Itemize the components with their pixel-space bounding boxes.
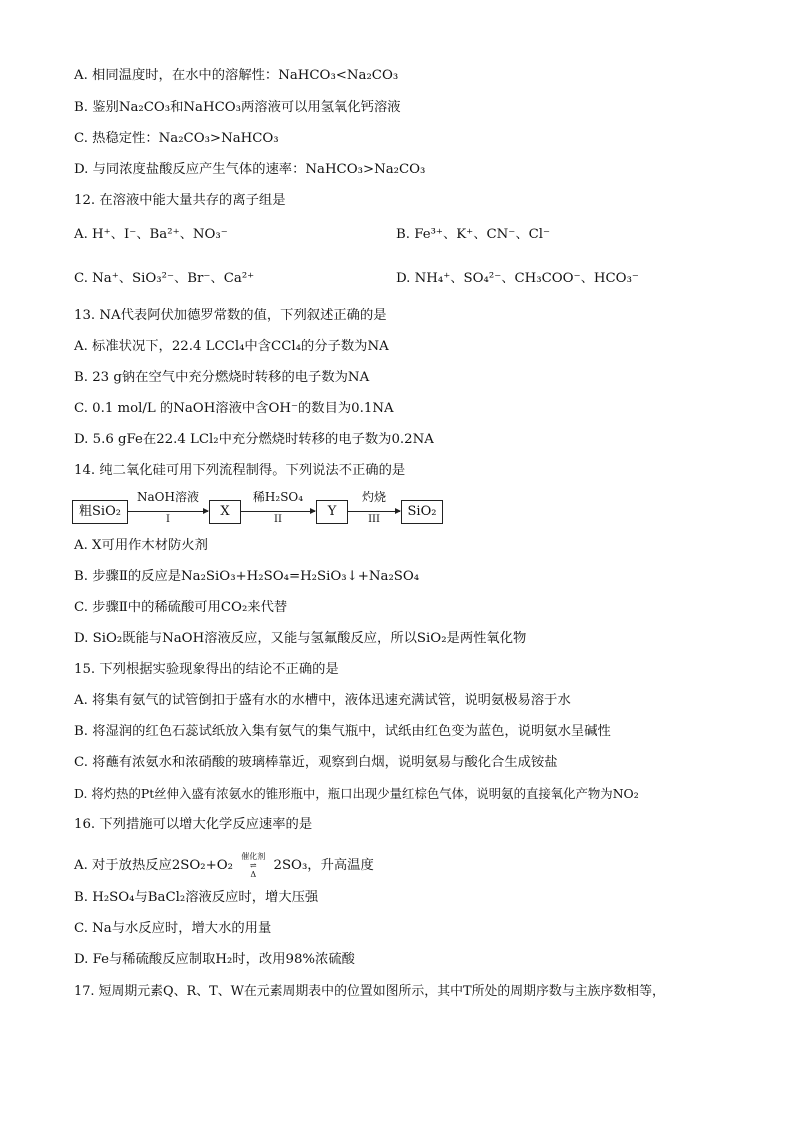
q12-option-a: A. H⁺、I⁻、Ba²⁺、NO₃⁻ — [74, 227, 228, 242]
flow-arrow-3 — [348, 511, 400, 512]
q13-option-d: D. 5.6 gFe在22.4 LCl₂中充分燃烧时转移的电子数为0.2NA — [74, 432, 434, 447]
q16-stem: 16. 下列措施可以增大化学反应速率的是 — [74, 817, 313, 832]
flow-arrow3-step: III — [368, 514, 380, 525]
q16-option-a — [74, 852, 374, 879]
q14-option-c: C. 步骤Ⅱ中的稀硫酸可用CO₂来代替 — [74, 600, 288, 615]
flow-box-y: Y — [316, 500, 348, 524]
flow-box-sio2: SiO₂ — [401, 500, 443, 524]
q16-option-d: D. Fe与稀硫酸反应制取H₂时，改用98%浓硫酸 — [74, 952, 355, 967]
q13-option-c: C. 0.1 mol/L 的NaOH溶液中含OH⁻的数目为0.1NA — [74, 401, 394, 416]
flow-arrow-2 — [241, 511, 315, 512]
flow-arrow-1 — [128, 511, 208, 512]
q15-option-b: B. 将湿润的红色石蕊试纸放入集有氨气的集气瓶中，试纸由红色变为蓝色，说明氨水呈碱性 — [74, 724, 611, 739]
heat-label: Δ — [250, 870, 257, 879]
flow-arrow2-step: II — [274, 514, 282, 525]
q11-option-c: C. 热稳定性：Na₂CO₃>NaHCO₃ — [74, 131, 279, 146]
q16-a-reactants: A. 对于放热反应2SO₂+O₂ — [74, 858, 234, 873]
q15-option-c: C. 将蘸有浓氨水和浓硝酸的玻璃棒靠近，观察到白烟，说明氨易与酸化合生成铵盐 — [74, 755, 558, 770]
reversible-arrow-icon: 催化剂 ⇌ Δ — [241, 852, 266, 879]
flow-arrow2-reagent: 稀H₂SO₄ — [252, 490, 304, 504]
q14-option-a: A. X可用作木材防火剂 — [74, 538, 208, 553]
q16-option-c: C. Na与水反应时，增大水的用量 — [74, 921, 272, 936]
q13-stem: 13. NA代表阿伏加德罗常数的值，下列叙述正确的是 — [74, 308, 387, 323]
q12-option-d: D. NH₄⁺、SO₄²⁻、CH₃COO⁻、HCO₃⁻ — [396, 271, 639, 286]
flow-arrow1-step: I — [166, 514, 170, 525]
q16-a-products: 2SO₃，升高温度 — [273, 858, 374, 873]
q11-option-b: B. 鉴别Na₂CO₃和NaHCO₃两溶液可以用氢氧化钙溶液 — [74, 100, 401, 115]
q11-option-a: A. 相同温度时，在水中的溶解性：NaHCO₃<Na₂CO₃ — [74, 68, 399, 83]
catalyst-label: 催化剂 — [241, 852, 266, 861]
silica-flowchart — [72, 490, 452, 530]
q12-option-c: C. Na⁺、SiO₃²⁻、Br⁻、Ca²⁺ — [74, 271, 255, 286]
flow-arrow1-reagent: NaOH溶液 — [137, 490, 199, 504]
q12-option-b: B. Fe³⁺、K⁺、CN⁻、Cl⁻ — [396, 227, 551, 242]
q16-option-b: B. H₂SO₄与BaCl₂溶液反应时，增大压强 — [74, 890, 319, 905]
q14-option-b: B. 步骤Ⅱ的反应是Na₂SiO₃+H₂SO₄=H₂SiO₃↓+Na₂SO₄ — [74, 569, 420, 584]
q15-stem: 15. 下列根据实验现象得出的结论不正确的是 — [74, 662, 339, 677]
q12-stem: 12. 在溶液中能大量共存的离子组是 — [74, 193, 286, 208]
q17-stem: 17. 短周期元素Q、R、T、W在元素周期表中的位置如图所示，其中T所处的周期序数与主族序数相等， — [74, 984, 665, 999]
flow-arrow3-reagent: 灼烧 — [361, 490, 386, 504]
q11-option-d: D. 与同浓度盐酸反应产生气体的速率：NaHCO₃>Na₂CO₃ — [74, 162, 426, 177]
q14-stem: 14. 纯二氧化硅可用下列流程制得。下列说法不正确的是 — [74, 463, 406, 478]
q15-option-d: D. 将灼热的Pt丝伸入盛有浓氨水的锥形瓶中，瓶口出现少量红棕色气体，说明氨的直接氧化产物为NO₂ — [74, 786, 639, 801]
q13-option-a: A. 标准状况下，22.4 LCCl₄中含CCl₄的分子数为NA — [74, 339, 389, 354]
q15-option-a: A. 将集有氨气的试管倒扣于盛有水的水槽中，液体迅速充满试管，说明氨极易溶于水 — [74, 693, 571, 708]
q13-option-b: B. 23 g钠在空气中充分燃烧时转移的电子数为NA — [74, 370, 370, 385]
flow-box-crude-sio2: 粗SiO₂ — [72, 500, 128, 524]
flow-box-x: X — [209, 500, 241, 524]
q14-option-d: D. SiO₂既能与NaOH溶液反应，又能与氢氟酸反应，所以SiO₂是两性氧化物 — [74, 631, 527, 646]
